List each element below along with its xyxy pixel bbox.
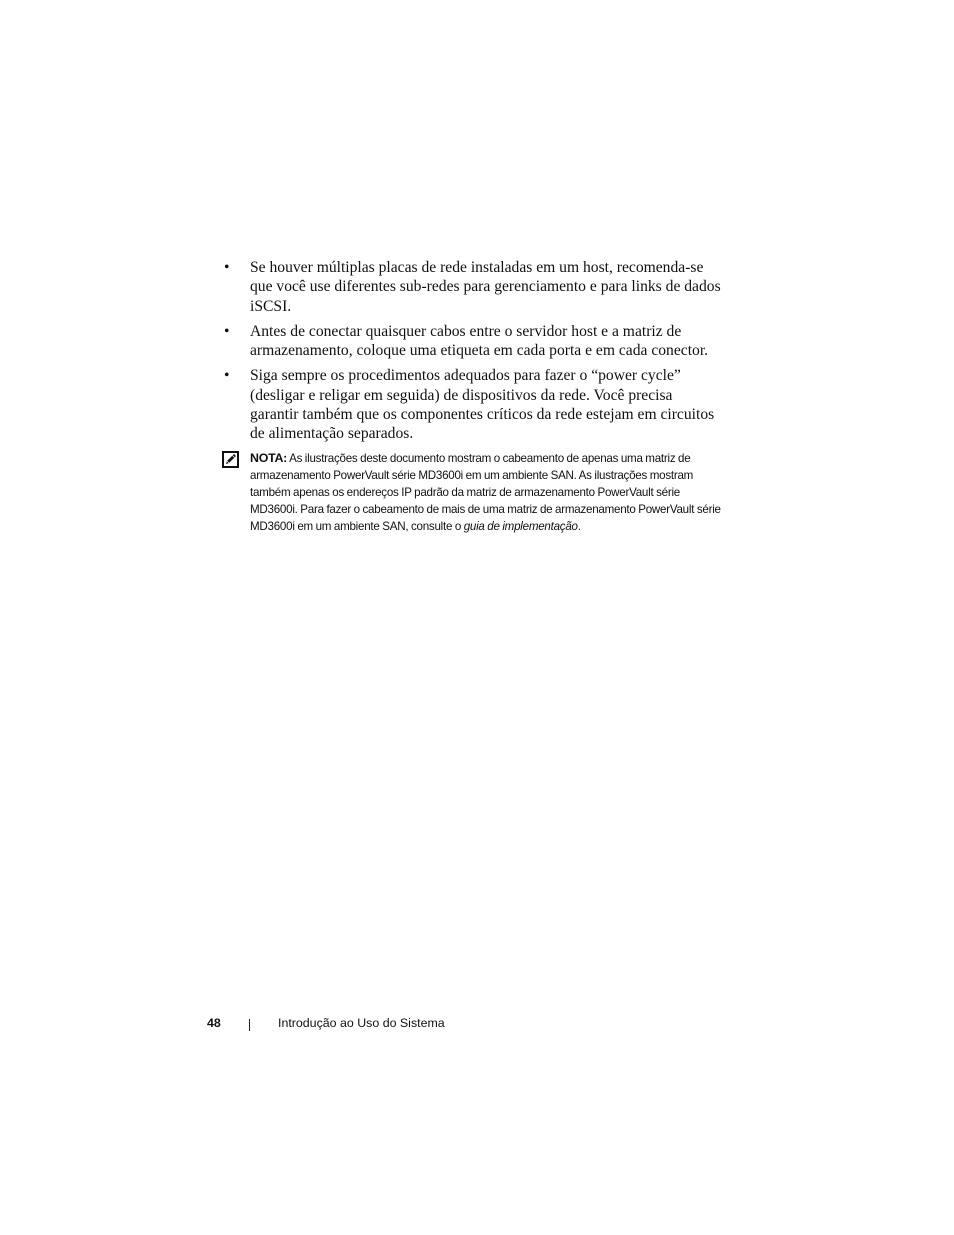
bullet-mark: • (224, 322, 230, 340)
pencil-note-icon (222, 451, 239, 468)
note-label: NOTA: (250, 450, 288, 465)
footer-title: Introdução ao Uso do Sistema (278, 1016, 445, 1030)
bullet-list (222, 258, 722, 444)
page-content (222, 258, 722, 535)
list-item-text: Se houver múltiplas placas de rede instaladas em um host, recomenda-se que você use diferentes sub-redes para gerenciamento e para links de dados iSCSI. (250, 259, 721, 315)
page-number: 48 (207, 1016, 221, 1030)
bullet-mark: • (224, 367, 230, 385)
list-item-text: Antes de conectar quaisquer cabos entre o servidor host e a matriz de armazenamento, coloque uma etiqueta em cada porta e em cada conector. (250, 322, 709, 360)
note-text: As ilustrações deste documento mostram o cabeamento de apenas uma matriz de armazenamento PowerVault série MD3600i em um ambiente SAN. As ilustrações mostram também apenas os endereços IP padrão da matriz de armazenamento PowerVault série MD3600i. Para fazer o cabeamento de mais de uma matriz de armazenamento PowerVault série MD3600i em um ambiente SAN, consulte o (250, 451, 721, 533)
note-reference: guia de implementação (463, 519, 578, 533)
bullet-mark: • (224, 259, 230, 276)
list-item-text: Siga sempre os procedimentos adequados para fazer o “power cycle” (desligar e religar em seguida) de dispositivos da rede. Você precisa garantir também que os componentes críticos da rede estejam em circuitos de alimentação separados. (250, 367, 715, 443)
list-item (222, 366, 722, 443)
note-end: . (577, 519, 581, 533)
list-item (222, 322, 722, 361)
note-block (222, 450, 722, 535)
list-item (222, 258, 722, 316)
footer-separator (249, 1019, 250, 1031)
page-footer (0, 1015, 954, 1035)
